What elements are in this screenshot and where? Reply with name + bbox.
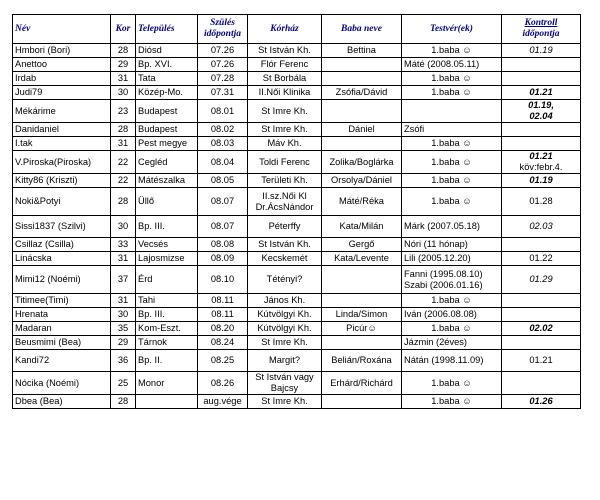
table-row	[13, 100, 581, 123]
cell-name: Titimee(Timi)	[13, 294, 111, 308]
cell-hospital	[248, 72, 322, 86]
cell-name: Nócika (Noémi)	[13, 372, 111, 395]
cell-age: 30	[111, 308, 136, 322]
cell-hospital	[248, 350, 322, 372]
table-row	[13, 238, 581, 252]
cell-birth-date: 08.10	[198, 266, 248, 294]
cell-birth-date: 08.04	[198, 151, 248, 174]
cell-control-line: 01.19	[529, 175, 553, 185]
cell-control-line: 02.04	[529, 111, 553, 121]
cell-name: Judi79	[13, 86, 111, 100]
cell-age: 29	[111, 336, 136, 350]
cell-age: 28	[111, 188, 136, 216]
cell-hospital-line: Toldi Ferenc	[259, 156, 310, 167]
cell-baby-name: Bettina	[322, 44, 402, 58]
cell-sibling-line: 1.baba ☺	[431, 45, 472, 55]
cell-baby-name: Dániel	[322, 123, 402, 137]
cell-birth-date: 08.11	[198, 308, 248, 322]
header-age: Kor	[111, 15, 136, 44]
cell-siblings	[402, 100, 502, 123]
header-birth-line2: időpontja	[204, 29, 241, 39]
cell-control-date	[502, 174, 581, 188]
cell-age: 30	[111, 86, 136, 100]
cell-name: Hrenata	[13, 308, 111, 322]
cell-sibling-line: 1.baba ☺	[431, 175, 472, 185]
cell-control-date	[502, 336, 581, 350]
cell-town: Monor	[136, 372, 198, 395]
table-row	[13, 372, 581, 395]
cell-birth-date: 08.09	[198, 252, 248, 266]
cell-baby-name: Erhárd/Richárd	[322, 372, 402, 395]
cell-name: Madaran	[13, 322, 111, 336]
cell-control-date	[502, 350, 581, 372]
cell-name: Kitty86 (Kriszti)	[13, 174, 111, 188]
cell-hospital-line: János Kh.	[263, 295, 306, 305]
cell-control-line: 02.03	[529, 221, 553, 231]
cell-birth-date: 08.02	[198, 123, 248, 137]
cell-name: Mékárime	[13, 100, 111, 123]
cell-birth-date: 08.03	[198, 137, 248, 151]
header-name: Név	[13, 15, 111, 44]
table-row	[13, 123, 581, 137]
cell-control-date	[502, 123, 581, 137]
cell-birth-date: 07.28	[198, 72, 248, 86]
cell-birth-date: 08.05	[198, 174, 248, 188]
cell-town: Üllő	[136, 188, 198, 216]
cell-town: Tárnok	[136, 336, 198, 350]
cell-control-date	[502, 252, 581, 266]
cell-control-date	[502, 238, 581, 252]
cell-name: Noki&Potyi	[13, 188, 111, 216]
cell-hospital	[248, 294, 322, 308]
cell-birth-date: 07.26	[198, 44, 248, 58]
cell-hospital	[248, 252, 322, 266]
cell-age: 31	[111, 137, 136, 151]
cell-birth-date: 08.11	[198, 294, 248, 308]
cell-sibling-line: 1.baba ☺	[431, 396, 472, 406]
table-row	[13, 294, 581, 308]
cell-hospital	[248, 372, 322, 395]
cell-birth-date: 08.25	[198, 350, 248, 372]
cell-hospital-line: Kútvölgyi Kh.	[257, 323, 312, 333]
cell-hospital	[248, 100, 322, 123]
cell-age: 22	[111, 151, 136, 174]
cell-siblings	[402, 372, 502, 395]
cell-hospital-line: Területi Kh.	[261, 175, 308, 185]
cell-hospital	[248, 174, 322, 188]
cell-hospital	[248, 188, 322, 216]
cell-sibling-line: 1.baba ☺	[431, 295, 472, 305]
cell-hospital-line: Kútvölgyi Kh.	[257, 309, 312, 319]
cell-siblings	[402, 322, 502, 336]
table-body	[13, 44, 581, 409]
cell-control-line: 01.28	[529, 196, 553, 206]
cell-hospital-line: Flór Ferenc	[260, 59, 309, 69]
cell-baby-name: Gergő	[322, 238, 402, 252]
cell-hospital-line: Margit?	[268, 355, 300, 365]
cell-town: Mátészalka	[136, 174, 198, 188]
cell-town: Budapest	[136, 100, 198, 123]
cell-baby-name: Máté/Réka	[322, 188, 402, 216]
cell-baby-name	[322, 100, 402, 123]
cell-control-date	[502, 58, 581, 72]
cell-baby-name: Zsófia/Dávid	[322, 86, 402, 100]
cell-baby-name: Kata/Levente	[322, 252, 402, 266]
cell-town: Budapest	[136, 123, 198, 137]
cell-sibling-line: 1.baba ☺	[431, 156, 472, 167]
cell-control-date	[502, 86, 581, 100]
cell-hospital-line: St Borbála	[262, 73, 307, 83]
cell-siblings	[402, 266, 502, 294]
cell-hospital	[248, 322, 322, 336]
cell-birth-date: 08.20	[198, 322, 248, 336]
cell-baby-name	[322, 58, 402, 72]
cell-baby-name	[322, 137, 402, 151]
cell-siblings	[402, 308, 502, 322]
cell-control-line: 01.21	[529, 87, 553, 97]
cell-siblings	[402, 395, 502, 409]
cell-sibling-line: Iván (2006.08.08)	[404, 309, 477, 319]
cell-town: Érd	[136, 266, 198, 294]
cell-hospital	[248, 395, 322, 409]
cell-name: V.Piroska(Piroska)	[13, 151, 111, 174]
header-birth-line1: Szülés	[210, 18, 235, 28]
cell-control-line: 01.29	[529, 274, 553, 284]
table-row	[13, 350, 581, 372]
cell-baby-name	[322, 336, 402, 350]
cell-hospital-line: St István vagy	[255, 372, 314, 382]
cell-hospital	[248, 308, 322, 322]
cell-hospital-line: St István Kh.	[258, 239, 311, 249]
cell-control-date	[502, 151, 581, 174]
cell-siblings	[402, 123, 502, 137]
cell-name: Hmbori (Bori)	[13, 44, 111, 58]
cell-age: 31	[111, 252, 136, 266]
table-row	[13, 188, 581, 216]
cell-age: 36	[111, 350, 136, 372]
cell-siblings	[402, 137, 502, 151]
cell-town: Vecsés	[136, 238, 198, 252]
cell-baby-name	[322, 266, 402, 294]
cell-control-date	[502, 308, 581, 322]
cell-name: Dbea (Bea)	[13, 395, 111, 409]
cell-hospital-line: St Imre Kh.	[261, 396, 308, 406]
cell-siblings	[402, 72, 502, 86]
cell-hospital	[248, 238, 322, 252]
cell-sibling-line: Nóri (11 hónap)	[404, 239, 468, 249]
header-birth-date	[198, 15, 248, 44]
cell-hospital-line: Bajcsy	[270, 383, 299, 393]
cell-control-date	[502, 188, 581, 216]
cell-town: Közép-Mo.	[136, 86, 198, 100]
cell-name: Beusmimi (Bea)	[13, 336, 111, 350]
cell-sibling-line: Fanni (1995.08.10)	[404, 268, 483, 279]
cell-baby-name: Kata/Milán	[322, 216, 402, 238]
cell-control-date	[502, 266, 581, 294]
cell-baby-name: Picúr☺	[322, 322, 402, 336]
cell-birth-date: 08.08	[198, 238, 248, 252]
cell-baby-name: Belián/Roxána	[322, 350, 402, 372]
cell-control-date	[502, 100, 581, 123]
cell-hospital-line: St Imre Kh.	[261, 124, 308, 134]
cell-hospital	[248, 336, 322, 350]
cell-birth-date: 08.01	[198, 100, 248, 123]
cell-control-date	[502, 72, 581, 86]
cell-town: Bp. III.	[136, 308, 198, 322]
cell-control-date	[502, 322, 581, 336]
header-control	[502, 15, 581, 44]
cell-control-date	[502, 294, 581, 308]
cell-hospital-line: Kecskemét	[261, 253, 308, 263]
cell-baby-name: Linda/Simon	[322, 308, 402, 322]
cell-control-line: 01.21	[529, 355, 553, 365]
cell-sibling-line: Szabi (2006.01.16)	[404, 279, 483, 290]
cell-siblings	[402, 58, 502, 72]
cell-siblings	[402, 350, 502, 372]
table-row	[13, 44, 581, 58]
cell-siblings	[402, 188, 502, 216]
cell-control-date	[502, 44, 581, 58]
cell-control-line: 01.21	[529, 151, 553, 161]
cell-hospital-line: St István Kh.	[258, 45, 311, 55]
cell-hospital-line: II.Női Klinika	[258, 87, 311, 97]
cell-age: 33	[111, 238, 136, 252]
cell-birth-date: 08.24	[198, 336, 248, 350]
cell-sibling-line: 1.baba ☺	[431, 377, 472, 388]
cell-birth-date: 07.26	[198, 58, 248, 72]
cell-siblings	[402, 238, 502, 252]
table-row	[13, 395, 581, 409]
header-control-line2: időpontja	[522, 29, 560, 39]
cell-baby-name: Orsolya/Dániel	[322, 174, 402, 188]
cell-control-line: köv:febr.4.	[519, 162, 563, 172]
cell-birth-date: 08.26	[198, 372, 248, 395]
cell-town	[136, 395, 198, 409]
cell-hospital-line: Péterffy	[268, 221, 301, 231]
cell-town: Kom-Eszt.	[136, 322, 198, 336]
cell-siblings	[402, 336, 502, 350]
cell-sibling-line: Nátán (1998.11.09)	[404, 355, 484, 365]
cell-control-date	[502, 137, 581, 151]
cell-control-line: 01.26	[529, 396, 553, 406]
header-siblings: Testvér(ek)	[402, 15, 502, 44]
cell-age: 25	[111, 372, 136, 395]
cell-baby-name: Zolika/Boglárka	[322, 151, 402, 174]
cell-siblings	[402, 174, 502, 188]
table-row	[13, 174, 581, 188]
table-row	[13, 72, 581, 86]
cell-name: Csillaz (Csilla)	[13, 238, 111, 252]
cell-town: Cegléd	[136, 151, 198, 174]
cell-sibling-line: Zsófi	[404, 124, 425, 134]
table-row	[13, 216, 581, 238]
cell-town: Tahi	[136, 294, 198, 308]
cell-sibling-line: Lili (2005.12.20)	[404, 253, 471, 263]
table-row	[13, 86, 581, 100]
cell-town: Lajosmizse	[136, 252, 198, 266]
cell-sibling-line: 1.baba ☺	[431, 138, 472, 148]
cell-town: Pest megye	[136, 137, 198, 151]
cell-name: Anettoo	[13, 58, 111, 72]
cell-sibling-line: 1.baba ☺	[431, 73, 472, 83]
cell-age: 37	[111, 266, 136, 294]
cell-control-line: 02.02	[529, 323, 553, 333]
cell-hospital	[248, 44, 322, 58]
cell-baby-name	[322, 72, 402, 86]
cell-name: Kandi72	[13, 350, 111, 372]
participants-table	[12, 14, 581, 409]
cell-sibling-line: 1.baba ☺	[431, 87, 472, 97]
cell-baby-name	[322, 395, 402, 409]
cell-town: Diósd	[136, 44, 198, 58]
header-baby: Baba neve	[322, 15, 402, 44]
cell-hospital-line: St Imre Kh.	[261, 105, 308, 116]
header-row	[13, 15, 581, 44]
cell-age: 29	[111, 58, 136, 72]
cell-control-line: 01.19,	[528, 100, 554, 110]
table-row	[13, 336, 581, 350]
table-row	[13, 266, 581, 294]
cell-name: Irdab	[13, 72, 111, 86]
cell-control-date	[502, 395, 581, 409]
cell-siblings	[402, 151, 502, 174]
cell-hospital-line: St Imre Kh.	[261, 337, 308, 347]
table-row	[13, 58, 581, 72]
table-row	[13, 308, 581, 322]
cell-age: 35	[111, 322, 136, 336]
cell-town: Bp. III.	[136, 216, 198, 238]
cell-name: Sissi1837 (Szilvi)	[13, 216, 111, 238]
table-row	[13, 252, 581, 266]
cell-town: Bp. II.	[136, 350, 198, 372]
cell-hospital	[248, 58, 322, 72]
cell-hospital-line: Dr.ÁcsNándor	[255, 201, 314, 212]
cell-baby-name	[322, 294, 402, 308]
cell-hospital	[248, 151, 322, 174]
cell-siblings	[402, 216, 502, 238]
cell-control-line: 01.19	[529, 45, 553, 55]
cell-sibling-line: 1.baba ☺	[431, 323, 472, 333]
cell-siblings	[402, 252, 502, 266]
cell-sibling-line: 1.baba ☺	[431, 196, 472, 206]
cell-siblings	[402, 44, 502, 58]
cell-sibling-line: Jázmin (2éves)	[404, 337, 468, 347]
cell-name: I.tak	[13, 137, 111, 151]
header-hospital: Kórház	[248, 15, 322, 44]
cell-age: 28	[111, 395, 136, 409]
cell-age: 31	[111, 294, 136, 308]
header-town: Település	[136, 15, 198, 44]
cell-birth-date: aug.vége	[198, 395, 248, 409]
cell-name: Linácska	[13, 252, 111, 266]
cell-hospital	[248, 266, 322, 294]
cell-age: 23	[111, 100, 136, 123]
cell-control-date	[502, 372, 581, 395]
table-row	[13, 322, 581, 336]
cell-birth-date: 08.07	[198, 188, 248, 216]
cell-birth-date: 08.07	[198, 216, 248, 238]
header-control-line1: Kontroll	[524, 18, 558, 28]
cell-hospital	[248, 86, 322, 100]
cell-hospital	[248, 216, 322, 238]
cell-hospital	[248, 123, 322, 137]
table-row	[13, 151, 581, 174]
cell-siblings	[402, 86, 502, 100]
cell-town: Bp. XVI.	[136, 58, 198, 72]
cell-age: 28	[111, 44, 136, 58]
cell-control-date	[502, 216, 581, 238]
cell-hospital-line: Máv Kh.	[267, 138, 302, 148]
cell-sibling-line: Márk (2007.05.18)	[404, 221, 480, 231]
cell-age: 22	[111, 174, 136, 188]
cell-name: Mimi12 (Noémi)	[13, 266, 111, 294]
cell-siblings	[402, 294, 502, 308]
table-row	[13, 137, 581, 151]
cell-age: 30	[111, 216, 136, 238]
cell-control-line: 01.22	[529, 253, 553, 263]
cell-birth-date: 07.31	[198, 86, 248, 100]
cell-age: 28	[111, 123, 136, 137]
cell-hospital-line: Tétényi?	[266, 274, 303, 284]
cell-town: Tata	[136, 72, 198, 86]
cell-sibling-line: Máté (2008.05.11)	[404, 59, 480, 69]
cell-age: 31	[111, 72, 136, 86]
cell-hospital-line: II.sz.Női Kl	[262, 190, 307, 201]
cell-name: Danidaniel	[13, 123, 111, 137]
cell-hospital	[248, 137, 322, 151]
